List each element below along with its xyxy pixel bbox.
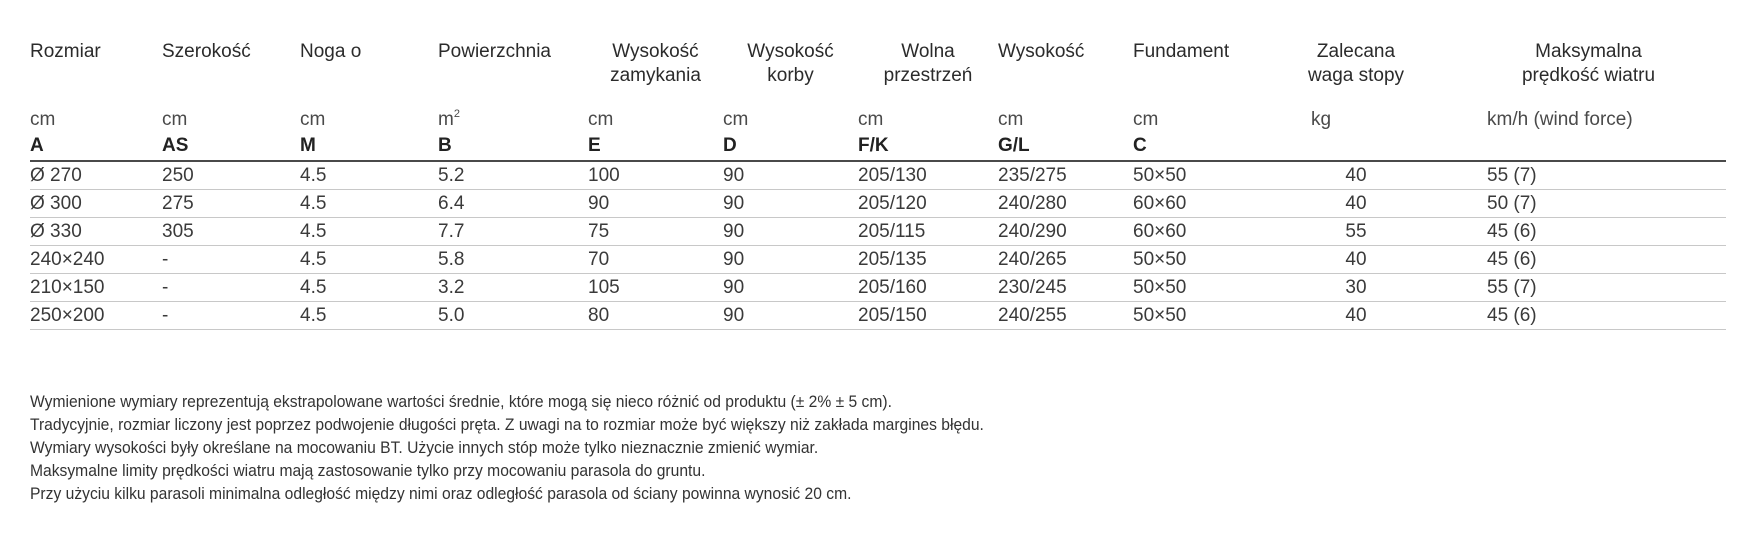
header-leg: Noga o [300, 41, 362, 62]
header-max-wind-speed: Maksymalna prędkość wiatru [1521, 41, 1656, 86]
cell-closed-height: 90 [588, 190, 723, 218]
cell-crank-height: 90 [723, 274, 858, 302]
cell-clearance: 205/150 [858, 302, 998, 330]
cell-base-weight: 40 [1261, 161, 1451, 190]
unit-cell: cm [998, 109, 1024, 130]
unit-cell-area [438, 108, 588, 134]
code-cell: M [300, 134, 438, 161]
cell-area: 5.8 [438, 246, 588, 274]
cell-leg: 4.5 [300, 218, 438, 246]
header-row [30, 40, 1726, 108]
table-row [30, 302, 1726, 330]
cell-leg: 4.5 [300, 246, 438, 274]
cell-height: 230/245 [998, 274, 1133, 302]
header-closed-height: Wysokość zamykania [610, 41, 701, 86]
cell-wind-speed: 45 (6) [1451, 218, 1726, 246]
cell-height: 240/280 [998, 190, 1133, 218]
cell-size: Ø 330 [30, 218, 162, 246]
cell-area: 7.7 [438, 218, 588, 246]
cell-clearance: 205/120 [858, 190, 998, 218]
cell-base-weight: 55 [1261, 218, 1451, 246]
cell-base-weight: 40 [1261, 302, 1451, 330]
cell-foundation: 50×50 [1133, 302, 1261, 330]
code-cell: AS [162, 134, 300, 161]
cell-width: - [162, 246, 300, 274]
cell-base-weight: 40 [1261, 246, 1451, 274]
cell-closed-height: 70 [588, 246, 723, 274]
cell-width: - [162, 302, 300, 330]
cell-foundation: 60×60 [1133, 218, 1261, 246]
header-area: Powierzchnia [438, 41, 551, 62]
table-row [30, 246, 1726, 274]
cell-wind-speed: 55 (7) [1451, 274, 1726, 302]
unit-area-exponent: 2 [453, 108, 460, 120]
code-cell [1261, 134, 1451, 161]
header-foundation: Fundament [1133, 41, 1230, 62]
cell-wind-speed: 45 (6) [1451, 246, 1726, 274]
footnote-line: Wymienione wymiary reprezentują ekstrapolowane wartości średnie, które mogą się nieco różnić od produktu (± 2% ± 5 cm). [30, 392, 892, 411]
specification-table [30, 40, 1726, 330]
cell-wind-speed: 50 (7) [1451, 190, 1726, 218]
cell-crank-height: 90 [723, 302, 858, 330]
cell-foundation: 60×60 [1133, 190, 1261, 218]
header-crank-height: Wysokość korby [747, 41, 834, 86]
footnote-line: Maksymalne limity prędkości wiatru mają zastosowanie tylko przy mocowaniu parasola do gruntu. [30, 461, 706, 480]
cell-area: 5.0 [438, 302, 588, 330]
cell-width: - [162, 274, 300, 302]
header-width: Szerokość [162, 41, 251, 62]
footnote-line: Wymiary wysokości były określane na mocowaniu BT. Użycie innych stóp może tylko nieznacznie zmienić wymiar. [30, 438, 819, 457]
header-height: Wysokość [998, 41, 1085, 62]
code-cell: F/K [858, 134, 998, 161]
cell-leg: 4.5 [300, 190, 438, 218]
unit-cell: kg [1311, 109, 1332, 130]
header-clearance: Wolna przestrzeń [883, 41, 973, 86]
cell-crank-height: 90 [723, 218, 858, 246]
cell-area: 5.2 [438, 161, 588, 190]
cell-width: 275 [162, 190, 300, 218]
cell-clearance: 205/160 [858, 274, 998, 302]
unit-cell: cm [858, 109, 884, 130]
cell-foundation: 50×50 [1133, 274, 1261, 302]
cell-crank-height: 90 [723, 161, 858, 190]
cell-size: 250×200 [30, 302, 162, 330]
cell-base-weight: 40 [1261, 190, 1451, 218]
cell-wind-speed: 45 (6) [1451, 302, 1726, 330]
cell-leg: 4.5 [300, 161, 438, 190]
cell-closed-height: 105 [588, 274, 723, 302]
header-recommended-base-weight: Zalecana waga stopy [1307, 41, 1405, 86]
cell-area: 6.4 [438, 190, 588, 218]
cell-height: 240/290 [998, 218, 1133, 246]
unit-cell: cm [1133, 109, 1159, 130]
code-cell: E [588, 134, 723, 161]
code-cell: G/L [998, 134, 1133, 161]
cell-width: 305 [162, 218, 300, 246]
units-row [30, 108, 1726, 134]
cell-foundation: 50×50 [1133, 161, 1261, 190]
code-cell [1451, 134, 1726, 161]
footnotes [30, 390, 1720, 505]
cell-size: Ø 270 [30, 161, 162, 190]
cell-clearance: 205/130 [858, 161, 998, 190]
cell-height: 240/255 [998, 302, 1133, 330]
cell-closed-height: 75 [588, 218, 723, 246]
cell-height: 240/265 [998, 246, 1133, 274]
code-cell: A [30, 134, 162, 161]
cell-height: 235/275 [998, 161, 1133, 190]
cell-base-weight: 30 [1261, 274, 1451, 302]
header-size: Rozmiar [30, 41, 101, 62]
cell-crank-height: 90 [723, 246, 858, 274]
unit-area-base: m [438, 109, 454, 130]
table-row [30, 161, 1726, 190]
cell-area: 3.2 [438, 274, 588, 302]
footnote-line: Tradycyjnie, rozmiar liczony jest poprzez podwojenie długości pręta. Z uwagi na to rozmiar może być większy niż zakłada margines błędu. [30, 415, 984, 434]
unit-cell: cm [162, 109, 188, 130]
cell-size: 210×150 [30, 274, 162, 302]
footnote-line: Przy użyciu kilku parasoli minimalna odległość między nimi oraz odległość parasola od ściany powinna wynosić 20 cm. [30, 484, 852, 503]
cell-size: Ø 300 [30, 190, 162, 218]
codes-row [30, 134, 1726, 161]
cell-closed-height: 100 [588, 161, 723, 190]
cell-wind-speed: 55 (7) [1451, 161, 1726, 190]
unit-cell: cm [723, 109, 749, 130]
table-row [30, 190, 1726, 218]
unit-cell: cm [588, 109, 614, 130]
unit-cell: cm [30, 109, 56, 130]
code-cell: B [438, 134, 588, 161]
cell-leg: 4.5 [300, 302, 438, 330]
cell-foundation: 50×50 [1133, 246, 1261, 274]
code-cell: D [723, 134, 858, 161]
cell-width: 250 [162, 161, 300, 190]
cell-crank-height: 90 [723, 190, 858, 218]
code-cell: C [1133, 134, 1261, 161]
table-row [30, 218, 1726, 246]
cell-size: 240×240 [30, 246, 162, 274]
cell-clearance: 205/115 [858, 218, 998, 246]
cell-clearance: 205/135 [858, 246, 998, 274]
cell-leg: 4.5 [300, 274, 438, 302]
table-row [30, 274, 1726, 302]
unit-cell: cm [300, 109, 326, 130]
cell-closed-height: 80 [588, 302, 723, 330]
unit-cell: km/h (wind force) [1487, 109, 1633, 130]
